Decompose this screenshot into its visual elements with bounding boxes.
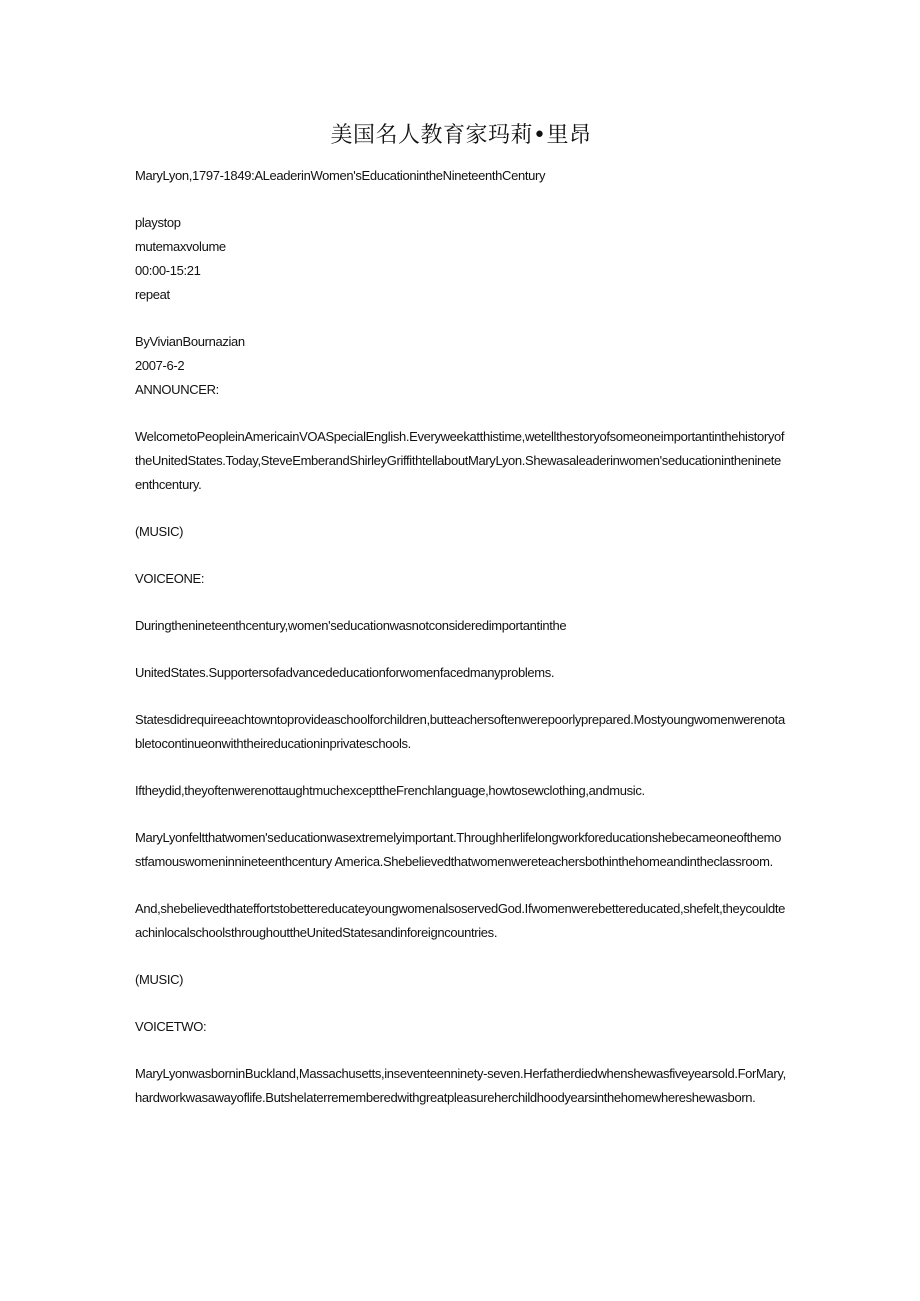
spacer xyxy=(135,1039,787,1062)
spacer xyxy=(135,945,787,968)
spacer xyxy=(135,402,787,425)
paragraph-intro: WelcometoPeopleinAmericainVOASpecialEnglish.Everyweekatthistime,wetellthestoryofsomeoneimportantinthehistoryoftheUnitedStates.Today,SteveEmberandShirleyGriffithtellaboutMaryLyon.Shewasaleaderinwomen'seducationinthenineteenthcentury. xyxy=(135,429,785,492)
paragraph: Statesdidrequireeachtowntoprovideaschoolforchildren,butteachersoftenwerepoorlyprepared.Mostyoungwomenwerenotabletocontinueonwiththeireducationinprivateschools. xyxy=(135,712,785,751)
spacer xyxy=(135,188,787,211)
document-title: 美国名人教育家玛莉•里昂 xyxy=(330,123,592,148)
voice-two-label: VOICETWO: xyxy=(135,1019,207,1034)
spacer xyxy=(135,874,787,897)
paragraph: UnitedStates.Supportersofadvancededucationforwomenfacedmanyproblems. xyxy=(135,665,555,680)
announcer-label: ANNOUNCER: xyxy=(135,382,219,397)
spacer xyxy=(135,497,787,520)
paragraph: Duringthenineteenthcentury,women'seducationwasnotconsideredimportantinthe xyxy=(135,618,567,633)
spacer xyxy=(135,544,787,567)
player-play-stop-text: playstop xyxy=(135,215,181,230)
paragraph: MaryLyonfeltthatwomen'seducationwasextremelyimportant.Throughherlifelongworkforeducationshebecameoneofthemostfamouswomeninnineteenthcentury America.Shebelievedthatwomenwereteachersbothinthehomeandintheclassroom. xyxy=(135,830,781,869)
spacer xyxy=(135,591,787,614)
spacer xyxy=(135,307,787,330)
paragraph: And,shebelievedthateffortstobettereducateyoungwomenalsoservedGod.Ifwomenwerebettereducated,shefelt,theycouldteachinlocalschoolsthroughouttheUnitedStatesandinforeigncountries. xyxy=(135,901,785,940)
spacer xyxy=(135,992,787,1015)
music-cue: (MUSIC) xyxy=(135,972,184,987)
voice-one-label: VOICEONE: xyxy=(135,571,205,586)
player-mute-volume-text: mutemaxvolume xyxy=(135,239,226,254)
paragraph: Iftheydid,theyoftenwerenottaughtmuchexcepttheFrenchlanguage,howtosewclothing,andmusic. xyxy=(135,783,645,798)
spacer xyxy=(135,685,787,708)
music-cue: (MUSIC) xyxy=(135,524,184,539)
document-subtitle: MaryLyon,1797-1849:ALeaderinWomen'sEducationintheNineteenthCentury xyxy=(135,168,546,183)
spacer xyxy=(135,756,787,779)
spacer xyxy=(135,638,787,661)
player-time-range: 00:00-15:21 xyxy=(135,263,201,278)
byline-author: ByVivianBournazian xyxy=(135,334,245,349)
byline-date: 2007-6-2 xyxy=(135,358,185,373)
player-repeat-text: repeat xyxy=(135,287,170,302)
paragraph: MaryLyonwasborninBuckland,Massachusetts,inseventeenninety-seven.Herfatherdiedwhenshewasfiveyearsold.ForMary,hardworkwasawayoflife.Butshelaterrememberedwithgreatpleasureherchildhoodyearsinthehomewhereshewasborn. xyxy=(135,1066,786,1105)
spacer xyxy=(135,803,787,826)
document-body xyxy=(135,164,787,1110)
